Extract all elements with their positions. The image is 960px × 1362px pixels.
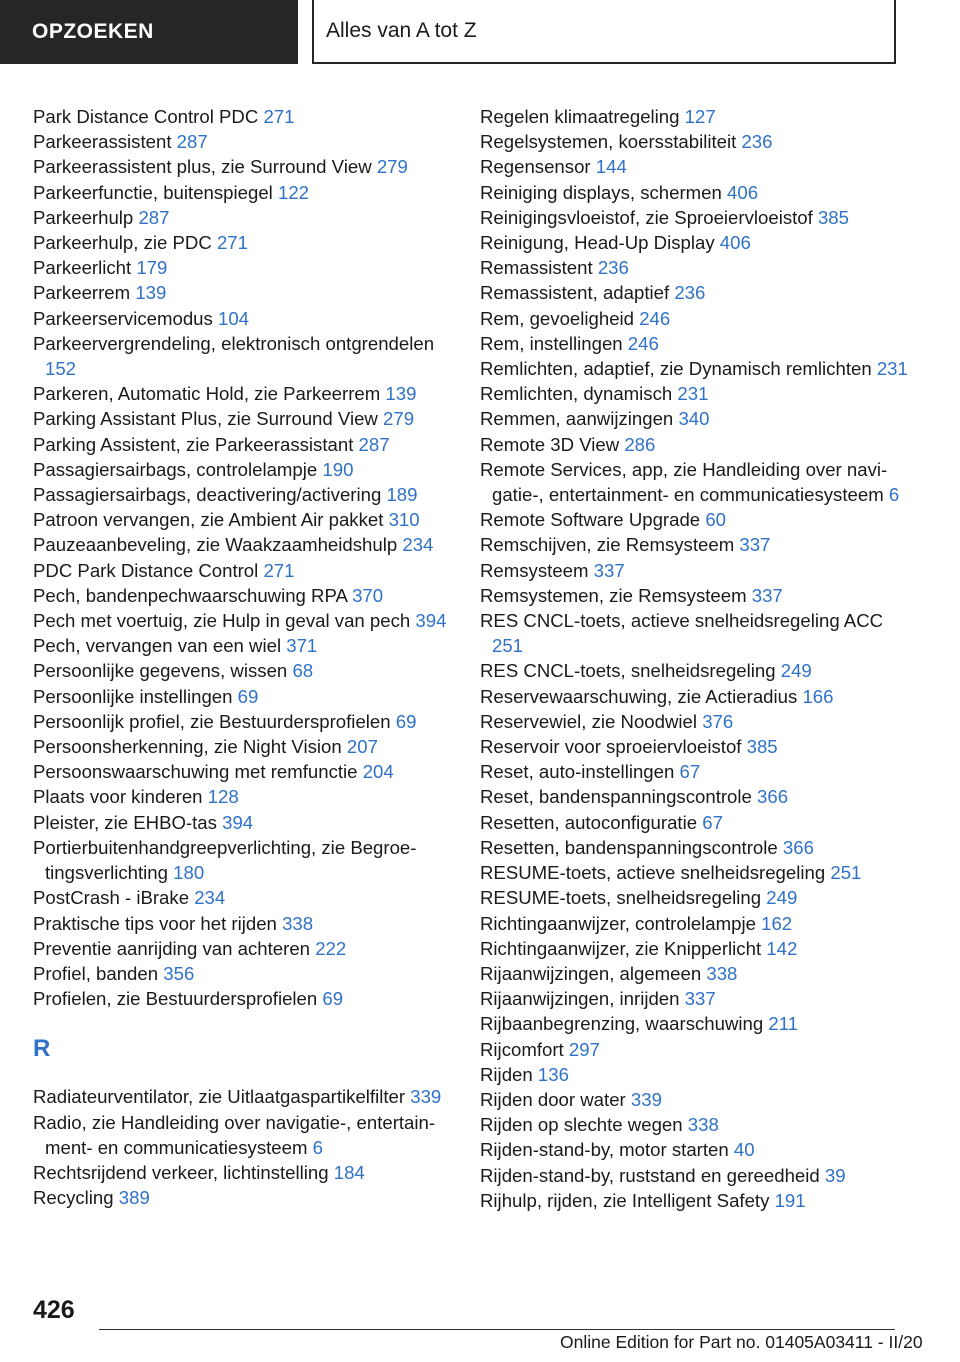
index-entry	[480, 381, 910, 406]
index-group-r-continued	[480, 104, 910, 1213]
index-entry	[480, 230, 910, 255]
entry-term: Persoonswaarschuwing met remfunctie	[33, 761, 358, 783]
index-entry	[33, 583, 463, 608]
entry-term: Park Distance Control PDC	[33, 106, 259, 127]
entry-term: Recycling	[33, 1187, 114, 1209]
index-entry	[33, 507, 463, 532]
entry-term: Resetten, autoconfiguratie	[480, 811, 698, 833]
entry-term: Rijbaanbegrenzing, waarschuwing	[480, 1013, 764, 1035]
index-entry	[480, 331, 910, 356]
page-reference-link[interactable]: 340	[678, 408, 710, 430]
page-reference-link[interactable]: 251	[830, 862, 862, 884]
entry-term: RES CNCL-toets, snelheidsregeling	[480, 660, 776, 682]
page-reference-link[interactable]: 249	[766, 887, 798, 909]
entry-term: Profiel, banden	[33, 962, 159, 984]
entry-term: Portierbuitenhandgreepverlichting, zie Begroetingsverlichting	[33, 836, 417, 884]
index-group-p	[33, 104, 463, 1011]
index-entry	[33, 280, 463, 305]
page-reference-link[interactable]: 246	[639, 307, 671, 329]
index-entry	[480, 1062, 910, 1087]
index-entry	[33, 104, 463, 129]
index-entry	[480, 432, 910, 457]
index-entry	[480, 457, 910, 507]
index-entry	[33, 986, 463, 1011]
entry-term: Regelsystemen, koersstabiliteit	[480, 131, 737, 153]
page-reference-link[interactable]: 69	[395, 710, 417, 732]
entry-term: Persoonlijke instellingen	[33, 685, 233, 707]
entry-term: Patroon vervangen, zie Ambient Air pakket	[33, 509, 384, 531]
index-group-r	[33, 1084, 463, 1210]
index-entry	[33, 558, 463, 583]
entry-term: Reservewaarschuwing, zie Actieradius	[480, 685, 798, 707]
index-entry	[33, 633, 463, 658]
entry-term: Parkeerassistent	[33, 131, 172, 153]
index-entry	[480, 1087, 910, 1112]
entry-term: Parkeerfunctie, buitenspiegel	[33, 181, 273, 203]
index-entry	[480, 810, 910, 835]
entry-term: Pleister, zie EHBO-tas	[33, 811, 217, 833]
index-entry	[480, 1163, 910, 1188]
page-reference-link[interactable]: 204	[362, 761, 394, 783]
page-reference-link[interactable]: 371	[286, 635, 318, 657]
entry-term: Radio, zie Handleiding over navigatie-, entertainment- en communicatiesysteem	[33, 1111, 436, 1158]
entry-term: Parkeerlicht	[33, 257, 132, 279]
page-reference-link[interactable]: 385	[746, 736, 778, 758]
page-number: 426	[33, 1296, 75, 1324]
page-reference-link[interactable]: 246	[627, 332, 659, 354]
entry-term: Pech, vervangen van een wiel	[33, 635, 282, 657]
index-entry	[480, 784, 910, 809]
entry-term: Remassistent	[480, 257, 593, 279]
entry-term: Preventie aanrijding van achteren	[33, 937, 311, 959]
page-reference-link[interactable]: 297	[568, 1038, 600, 1060]
page-reference-link[interactable]: 389	[118, 1187, 150, 1209]
page-reference-link[interactable]: 179	[136, 257, 168, 279]
page-reference-link[interactable]: 287	[138, 206, 170, 228]
page-reference-link[interactable]: 287	[176, 131, 208, 153]
entry-term: Praktische tips voor het rijden	[33, 912, 277, 934]
index-entry	[33, 255, 463, 280]
index-entry	[480, 280, 910, 305]
page-reference-link[interactable]: 231	[876, 358, 908, 380]
page-reference-link[interactable]: 68	[292, 660, 314, 682]
entry-term: Rijden-stand-by, ruststand en gereedheid	[480, 1164, 820, 1186]
index-entry	[480, 205, 910, 230]
index-entry	[33, 1110, 463, 1160]
page-reference-link[interactable]: 251	[492, 635, 524, 657]
entry-term: Persoonsherkenning, zie Night Vision	[33, 736, 342, 758]
index-entry	[33, 230, 463, 255]
page-reference-link[interactable]: 337	[739, 534, 771, 556]
entry-term: Rem, instellingen	[480, 332, 623, 354]
index-entry	[33, 331, 463, 381]
entry-term: Regelen klimaatregeling	[480, 106, 680, 127]
entry-term: RESUME-toets, snelheidsregeling	[480, 887, 762, 909]
index-entry	[33, 306, 463, 331]
page-reference-link[interactable]: 191	[774, 1189, 806, 1211]
section-label: OPZOEKEN	[0, 0, 298, 64]
page-reference-link[interactable]: 287	[358, 433, 390, 455]
index-section-letter: R	[33, 1035, 51, 1063]
page-reference-link[interactable]: 234	[194, 887, 226, 909]
entry-term: Pech, bandenpechwaarschuwing RPA	[33, 584, 347, 606]
page-reference-link[interactable]: 69	[237, 685, 259, 707]
page-reference-link[interactable]: 366	[757, 786, 789, 808]
index-entry	[33, 154, 463, 179]
page-reference-link[interactable]: 310	[388, 509, 420, 531]
entry-term: Remote Services, app, zie Handleiding over navigatie-, entertainment- en communicatiesysteem	[480, 458, 888, 506]
page-reference-link[interactable]: 370	[352, 584, 384, 606]
entry-term: Rijden-stand-by, motor starten	[480, 1139, 729, 1161]
page-reference-link[interactable]: 222	[315, 937, 347, 959]
page-reference-link[interactable]: 142	[766, 937, 798, 959]
entry-term: Richtingaanwijzer, controlelampje	[480, 912, 756, 934]
index-entry	[480, 1188, 910, 1213]
page-reference-link[interactable]: 139	[135, 282, 167, 304]
page-reference-link[interactable]: 286	[624, 433, 656, 455]
index-entry	[33, 205, 463, 230]
page-reference-link[interactable]: 39	[824, 1164, 846, 1186]
index-entry	[33, 180, 463, 205]
page-reference-link[interactable]: 6	[888, 484, 900, 506]
page-reference-link[interactable]: 67	[702, 811, 723, 833]
index-entry	[480, 759, 910, 784]
page-reference-link[interactable]: 406	[719, 232, 751, 254]
index-entry	[33, 432, 463, 457]
page-reference-link[interactable]: 128	[207, 786, 239, 808]
page-reference-link[interactable]: 337	[751, 584, 783, 606]
index-entry	[33, 608, 463, 633]
chapter-title: Alles van A tot Z	[312, 0, 896, 64]
page-reference-link[interactable]: 127	[684, 106, 716, 127]
entry-term: Richtingaanwijzer, zie Knipperlicht	[480, 937, 762, 959]
entry-term: Remote Software Upgrade	[480, 509, 701, 531]
index-entry	[33, 381, 463, 406]
page-reference-link[interactable]: 394	[415, 610, 447, 632]
page-reference-link[interactable]: 356	[163, 962, 195, 984]
entry-term: Reinigingsvloeistof, zie Sproeiervloeistof	[480, 206, 813, 228]
index-entry	[480, 507, 910, 532]
index-entry	[480, 885, 910, 910]
entry-term: Rijden door water	[480, 1088, 626, 1110]
page-reference-link[interactable]: 249	[780, 660, 812, 682]
entry-term: Remassistent, adaptief	[480, 282, 670, 304]
entry-term: PostCrash - iBrake	[33, 887, 190, 909]
page-reference-link[interactable]: 136	[537, 1063, 569, 1085]
index-entry	[33, 885, 463, 910]
index-entry	[480, 532, 910, 557]
page-reference-link[interactable]: 184	[333, 1161, 365, 1183]
entry-term: Remsysteem	[480, 559, 589, 581]
entry-term: Rijden	[480, 1063, 533, 1085]
page-reference-link[interactable]: 122	[277, 181, 310, 203]
entry-term: Reservoir voor sproeiervloeistof	[480, 736, 742, 758]
entry-term: Parkeerservicemodus	[33, 307, 213, 329]
page-reference-link[interactable]: 67	[679, 761, 701, 783]
page-reference-link[interactable]: 337	[593, 559, 625, 581]
entry-term: Rijaanwijzingen, algemeen	[480, 962, 702, 984]
page-reference-link[interactable]: 385	[817, 206, 849, 228]
entry-term: Parkeerassistent plus, zie Surround View	[33, 156, 372, 178]
index-entry	[33, 457, 463, 482]
entry-term: Passagiersairbags, deactivering/activering	[33, 484, 382, 506]
entry-term: Remote 3D View	[480, 433, 620, 455]
index-entry	[480, 1137, 910, 1162]
page-reference-link[interactable]: 6	[312, 1136, 323, 1158]
page-reference-link[interactable]: 236	[597, 257, 629, 279]
entry-term: Parkeren, Automatic Hold, zie Parkeerrem	[33, 383, 381, 405]
page-header	[0, 0, 960, 66]
page-reference-link[interactable]: 339	[410, 1086, 442, 1108]
index-entry	[33, 658, 463, 683]
page-reference-link[interactable]: 60	[705, 509, 726, 531]
entry-term: Passagiersairbags, controlelampje	[33, 458, 318, 480]
index-entry	[33, 1084, 463, 1109]
index-entry	[480, 129, 910, 154]
page-reference-link[interactable]: 394	[222, 811, 254, 833]
entry-term: Parkeerhulp	[33, 206, 134, 228]
index-column-right	[480, 104, 910, 1213]
index-entry	[480, 986, 910, 1011]
page-reference-link[interactable]: 279	[376, 156, 408, 178]
index-entry	[33, 734, 463, 759]
entry-term: RESUME-toets, actieve snelheidsregeling	[480, 862, 826, 884]
page-reference-link[interactable]: 271	[263, 106, 295, 127]
page-reference-link[interactable]: 104	[217, 307, 250, 329]
page-reference-link[interactable]: 152	[45, 358, 77, 380]
entry-term: Resetten, bandenspanningscontrole	[480, 836, 778, 858]
edition-note: Online Edition for Part no. 01405A03411 - II/20	[560, 1332, 923, 1352]
page-reference-link[interactable]: 231	[677, 383, 709, 405]
index-entry	[480, 1112, 910, 1137]
entry-term: Pauzeaanbeveling, zie Waakzaamheidshulp	[33, 534, 398, 556]
index-column-left	[33, 104, 463, 1210]
index-entry	[33, 129, 463, 154]
index-entry	[33, 759, 463, 784]
entry-term: Remsystemen, zie Remsysteem	[480, 584, 747, 606]
entry-term: Parkeervergrendeling, elektronisch ontgrendelen	[33, 332, 435, 354]
index-entry	[480, 608, 910, 658]
page-reference-link[interactable]: 279	[383, 408, 415, 430]
page-reference-link[interactable]: 180	[173, 862, 205, 884]
index-entry	[33, 835, 463, 885]
index-entry	[480, 255, 910, 280]
page-reference-link[interactable]: 339	[630, 1088, 662, 1110]
entry-term: Reinigung, Head-Up Display	[480, 232, 715, 254]
entry-term: Rijcomfort	[480, 1038, 564, 1060]
page-reference-link[interactable]: 338	[687, 1114, 719, 1136]
index-entry	[33, 406, 463, 431]
entry-term: Rechtsrijdend verkeer, lichtinstelling	[33, 1161, 329, 1183]
page-reference-link[interactable]: 190	[322, 458, 354, 480]
page-reference-link[interactable]: 234	[402, 534, 434, 556]
entry-term: Rijden op slechte wegen	[480, 1114, 683, 1136]
index-entry	[33, 482, 463, 507]
entry-term: Rijaanwijzingen, inrijden	[480, 988, 680, 1010]
index-entry	[480, 835, 910, 860]
page-reference-link[interactable]: 271	[216, 232, 248, 254]
index-entry	[33, 709, 463, 734]
index-entry	[480, 306, 910, 331]
index-entry	[33, 532, 463, 557]
index-entry	[480, 154, 910, 179]
entry-term: Regensensor	[480, 156, 591, 178]
page-reference-link[interactable]: 338	[282, 912, 314, 934]
index-entry	[480, 734, 910, 759]
entry-term: Persoonlijke gegevens, wissen	[33, 660, 288, 682]
entry-term: Remlichten, adaptief, zie Dynamisch remlichten	[480, 358, 872, 380]
page-reference-link[interactable]: 139	[385, 383, 417, 405]
page-reference-link[interactable]: 337	[684, 988, 716, 1010]
entry-term: Remlichten, dynamisch	[480, 383, 673, 405]
entry-term: Parking Assistant Plus, zie Surround View	[33, 408, 378, 430]
entry-term: Reiniging displays, schermen	[480, 181, 722, 203]
entry-term: Rem, gevoeligheid	[480, 307, 635, 329]
index-entry	[480, 583, 910, 608]
index-entry	[480, 104, 910, 129]
entry-term: Parkeerrem	[33, 282, 131, 304]
entry-term: Plaats voor kinderen	[33, 786, 203, 808]
index-entry	[33, 936, 463, 961]
index-entry	[480, 709, 910, 734]
index-entry	[480, 1011, 910, 1036]
entry-term: Profielen, zie Bestuurdersprofielen	[33, 988, 318, 1010]
entry-term: PDC Park Distance Control	[33, 559, 259, 581]
entry-term: Reservewiel, zie Noodwiel	[480, 710, 698, 732]
page-reference-link[interactable]: 376	[702, 710, 734, 732]
entry-term: Parkeerhulp, zie PDC	[33, 232, 212, 254]
page-reference-link[interactable]: 189	[386, 484, 418, 506]
index-entry	[480, 860, 910, 885]
index-entry	[480, 558, 910, 583]
index-entry	[480, 406, 910, 431]
index-entry	[480, 356, 910, 381]
page-reference-link[interactable]: 207	[346, 736, 378, 758]
page-reference-link[interactable]: 211	[768, 1013, 799, 1035]
page-reference-link[interactable]: 144	[595, 156, 627, 178]
page-reference-link[interactable]: 236	[674, 282, 706, 304]
page-reference-link[interactable]: 366	[782, 836, 814, 858]
index-entry	[33, 784, 463, 809]
page-reference-link[interactable]: 166	[802, 685, 834, 707]
index-entry	[480, 911, 910, 936]
entry-term: Persoonlijk profiel, zie Bestuurdersprofielen	[33, 710, 391, 732]
page-reference-link[interactable]: 40	[733, 1139, 755, 1161]
index-entry	[33, 1160, 463, 1185]
entry-term: RES CNCL-toets, actieve snelheidsregeling ACC	[480, 610, 884, 632]
index-entry	[480, 961, 910, 986]
entry-term: Reset, bandenspanningscontrole	[480, 786, 752, 808]
index-entry	[480, 684, 910, 709]
index-entry	[33, 911, 463, 936]
page-reference-link[interactable]: 162	[761, 912, 793, 934]
page-reference-link[interactable]: 338	[706, 962, 738, 984]
index-entry	[480, 1037, 910, 1062]
index-entry	[480, 658, 910, 683]
index-entry	[33, 684, 463, 709]
page-reference-link[interactable]: 69	[322, 988, 344, 1010]
entry-term: Parking Assistent, zie Parkeerassistant	[33, 433, 354, 455]
index-entry	[33, 810, 463, 835]
page-reference-link[interactable]: 236	[741, 131, 773, 153]
entry-term: Rijhulp, rijden, zie Intelligent Safety	[480, 1189, 770, 1211]
entry-term: Pech met voertuig, zie Hulp in geval van pech	[33, 610, 411, 632]
entry-term: Reset, auto-instellingen	[480, 761, 675, 783]
index-entry	[33, 961, 463, 986]
index-entry	[33, 1185, 463, 1210]
page-reference-link[interactable]: 406	[727, 181, 759, 203]
entry-term: Remschijven, zie Remsysteem	[480, 534, 735, 556]
page-reference-link[interactable]: 271	[263, 559, 295, 581]
index-entry	[480, 180, 910, 205]
entry-term: Radiateurventilator, zie Uitlaatgaspartikelfilter	[33, 1086, 406, 1108]
footer-divider	[99, 1329, 895, 1330]
entry-term: Remmen, aanwijzingen	[480, 408, 674, 430]
index-entry	[480, 936, 910, 961]
